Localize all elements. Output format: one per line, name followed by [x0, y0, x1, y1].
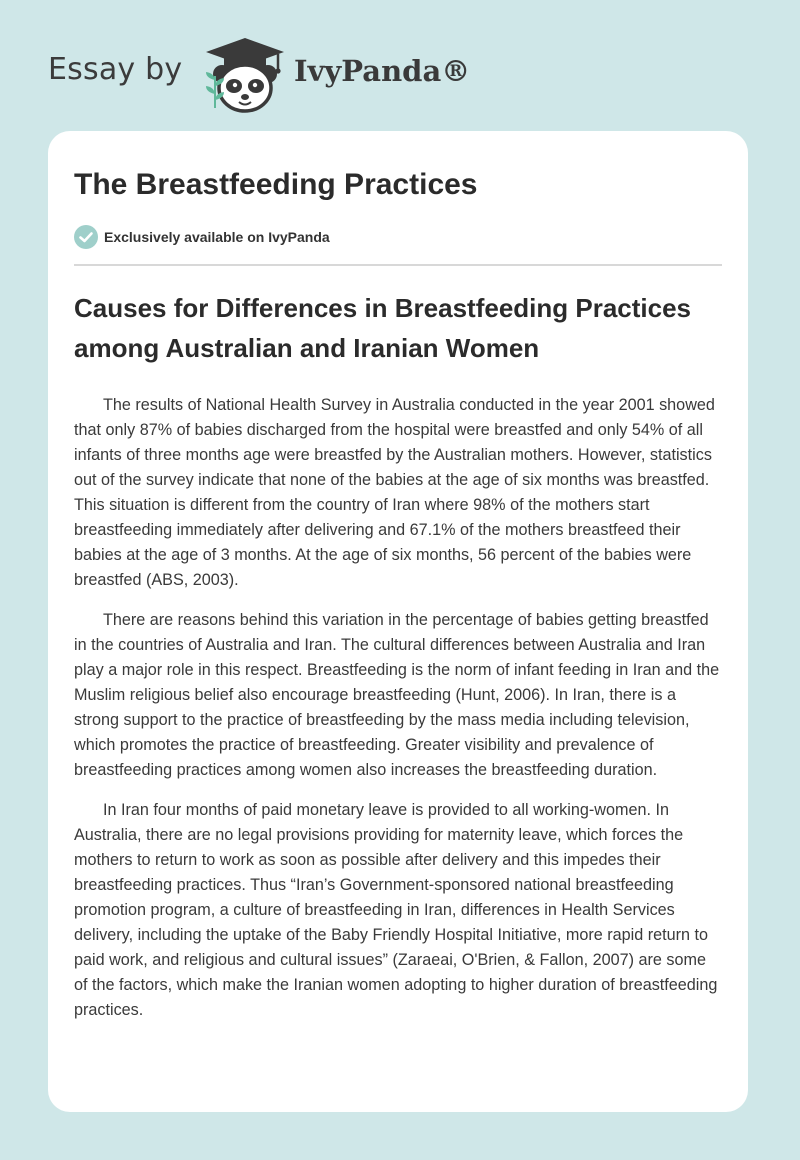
badge-label: Exclusively available on IvyPanda [104, 229, 330, 245]
brand-name: IvyPanda® [294, 54, 471, 88]
leaf-icon [204, 70, 226, 110]
paragraph: In Iran four months of paid monetary leave is provided to all working-women. In Australia, there are no legal provisions providing for maternity leave, which forces the mothers to return to work as soon as possible after delivery and this impedes their breastfeeding practices. Thus “Iran’s Government-sponsored national breastfeeding promotion program, a culture of breastfeeding in Iran, differences in Health Services delivery, including the uptake of the Baby Friendly Hospital Initiative, more rapid return to paid work, and religious and cultural issues” (Zaraeai, O'Brien, & Fallon, 2007) are some of the factors, which make the Iranian women adopting to higher duration of breastfeeding practices. [74, 801, 718, 1019]
page-title: The Breastfeeding Practices [74, 168, 478, 201]
section-heading: Causes for Differences in Breastfeeding Practices among Australian and Iranian Women [74, 293, 692, 363]
paragraph: The results of National Health Survey in Australia conducted in the year 2001 showed that only 87% of babies discharged from the hospital were breastfed and only 54% of all infants of three months age were breastfed by the Australian mothers. However, statistics out of the survey indicate that none of the babies at the age of six months was breastfed. This situation is different from the country of Iran where 98% of the mothers start breastfeeding immediately after delivering and 67.1% of the mothers breastfeed their babies at the age of 3 months. At the age of six months, 56 percent of the babies were breastfed (ABS, 2003). [74, 396, 715, 589]
divider [74, 264, 722, 266]
paragraph: There are reasons behind this variation in the percentage of babies getting breastfed in the countries of Australia and Iran. The cultural differences between Australia and Iran play a major role in this respect. Breastfeeding is the norm of infant feeding in Iran and the Muslim religious belief also encourage breastfeeding (Hunt, 2006). In Iran, there is a strong support to the practice of breastfeeding by the mass media including television, which promotes the practice of breastfeeding. Greater visibility and prevalence of breastfeeding practices among women also increases the breastfeeding duration. [74, 611, 720, 779]
checkmark-icon [74, 225, 98, 249]
brand-prefix: Essay by [48, 52, 183, 87]
exclusive-badge [74, 223, 722, 251]
essay-card [48, 131, 748, 1112]
brand-header [48, 30, 488, 110]
